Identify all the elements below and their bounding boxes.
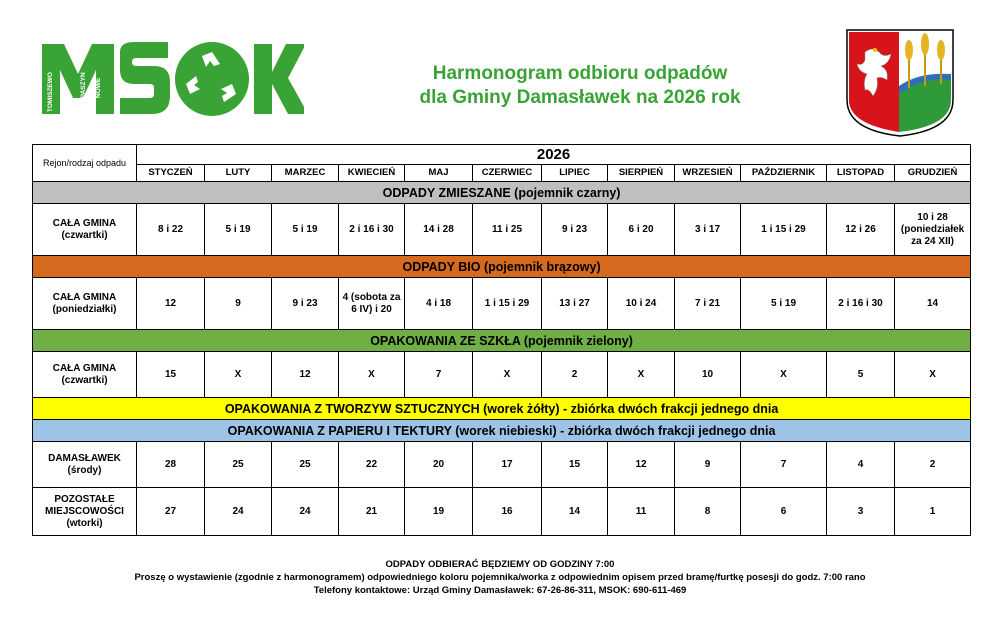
table-row	[33, 352, 971, 398]
date-cell: 10 i 24	[608, 278, 675, 330]
date-cell: 27	[137, 488, 205, 536]
date-cell: 9	[675, 442, 741, 488]
date-cell: X	[608, 352, 675, 398]
date-cell: 12	[608, 442, 675, 488]
date-cell: 14	[542, 488, 608, 536]
date-cell: X	[473, 352, 542, 398]
date-cell: 14	[895, 278, 971, 330]
section-bio-waste: ODPADY BIO (pojemnik brązowy)	[33, 256, 971, 278]
table-row	[33, 442, 971, 488]
date-cell: X	[895, 352, 971, 398]
corner-label: Rejon/rodzaj odpadu	[33, 145, 137, 182]
date-cell: 16	[473, 488, 542, 536]
month-header: MARZEC	[272, 165, 339, 182]
logo-vertical-kopaszyn: KOPASZYN	[80, 72, 87, 108]
date-cell: 2	[895, 442, 971, 488]
date-cell: 10	[675, 352, 741, 398]
section-glass: OPAKOWANIA ZE SZKŁA (pojemnik zielony)	[33, 330, 971, 352]
date-cell: 20	[405, 442, 473, 488]
date-cell: X	[339, 352, 405, 398]
date-cell: 25	[272, 442, 339, 488]
date-cell: 2 i 16 i 30	[827, 278, 895, 330]
table-row	[33, 204, 971, 256]
date-cell: X	[205, 352, 272, 398]
date-cell: 28	[137, 442, 205, 488]
date-cell: 8	[675, 488, 741, 536]
date-cell: 5 i 19	[272, 204, 339, 256]
month-header: CZERWIEC	[473, 165, 542, 182]
date-cell: 9 i 23	[272, 278, 339, 330]
month-header: KWIECIEŃ	[339, 165, 405, 182]
month-header: STYCZEŃ	[137, 165, 205, 182]
date-cell: 5 i 19	[205, 204, 272, 256]
row-label: CAŁA GMINA (poniedziałki)	[33, 278, 137, 330]
month-header: LUTY	[205, 165, 272, 182]
date-cell: 17	[473, 442, 542, 488]
date-cell: 4	[827, 442, 895, 488]
table-row	[33, 278, 971, 330]
date-cell: 15	[542, 442, 608, 488]
logo-vertical-nowe: NOWE	[95, 77, 102, 98]
date-cell: 22	[339, 442, 405, 488]
date-cell: 9	[205, 278, 272, 330]
section-mixed-waste: ODPADY ZMIESZANE (pojemnik czarny)	[33, 182, 971, 204]
date-cell: 11 i 25	[473, 204, 542, 256]
date-cell: 8 i 22	[137, 204, 205, 256]
date-cell: 3 i 17	[675, 204, 741, 256]
msok-logo	[42, 38, 304, 120]
title-line-1: Harmonogram odbioru odpadów	[432, 63, 728, 84]
date-cell: 7 i 21	[675, 278, 741, 330]
month-header: PAŹDZIERNIK	[741, 165, 827, 182]
schedule-table	[32, 144, 971, 536]
row-label: CAŁA GMINA (czwartki)	[33, 204, 137, 256]
month-header: GRUDZIEŃ	[895, 165, 971, 182]
date-cell: 3	[827, 488, 895, 536]
date-cell: 1 i 15 i 29	[473, 278, 542, 330]
title-line-2: dla Gminy Damasławek na 2026 rok	[419, 87, 741, 108]
date-cell: 12 i 26	[827, 204, 895, 256]
date-cell: 13 i 27	[542, 278, 608, 330]
footer-line-3: Telefony kontaktowe: Urząd Gminy Damasławek: 67-26-86-311, MSOK: 690-611-469	[313, 585, 687, 596]
date-cell: 25	[205, 442, 272, 488]
date-cell: 5	[827, 352, 895, 398]
table-row	[33, 488, 971, 536]
date-cell: 24	[205, 488, 272, 536]
page-title	[330, 62, 830, 110]
month-header: MAJ	[405, 165, 473, 182]
date-cell: 5 i 19	[741, 278, 827, 330]
section-plastic: OPAKOWANIA Z TWORZYW SZTUCZNYCH (worek żółty) - zbiórka dwóch frakcji jednego dnia	[33, 398, 971, 420]
section-paper: OPAKOWANIA Z PAPIERU I TEKTURY (worek niebieski) - zbiórka dwóch frakcji jednego dnia	[33, 420, 971, 442]
date-cell: 7	[405, 352, 473, 398]
month-header: WRZESIEŃ	[675, 165, 741, 182]
date-cell: 9 i 23	[542, 204, 608, 256]
footer-line-2: Proszę o wystawienie (zgodnie z harmonogramem) odpowiedniego koloru pojemnika/worka z odpowiednim opisem przed bramę/furtkę posesji do godz. 7:00 rano	[134, 572, 866, 583]
date-cell: 14 i 28	[405, 204, 473, 256]
coat-of-arms-icon	[845, 28, 955, 138]
date-cell: 11	[608, 488, 675, 536]
date-cell: X	[741, 352, 827, 398]
row-label: CAŁA GMINA (czwartki)	[33, 352, 137, 398]
row-label: DAMASŁAWEK (środy)	[33, 442, 137, 488]
date-cell: 7	[741, 442, 827, 488]
footer-notes	[0, 558, 1000, 597]
date-cell: 15	[137, 352, 205, 398]
date-cell: 1 i 15 i 29	[741, 204, 827, 256]
date-cell: 1	[895, 488, 971, 536]
date-cell: 4 i 18	[405, 278, 473, 330]
date-cell: 2	[542, 352, 608, 398]
date-cell: 6	[741, 488, 827, 536]
month-header: SIERPIEŃ	[608, 165, 675, 182]
month-header: LISTOPAD	[827, 165, 895, 182]
footer-line-1: ODPADY ODBIERAĆ BĘDZIEMY OD GODZINY 7:00	[385, 559, 615, 570]
logo-vertical-tomiszewo: TOMISZEWO	[47, 72, 54, 112]
date-cell: 19	[405, 488, 473, 536]
year-header: 2026	[137, 145, 971, 165]
date-cell: 12	[137, 278, 205, 330]
date-cell: 21	[339, 488, 405, 536]
date-cell: 10 i 28 (poniedziałek za 24 XII)	[895, 204, 971, 256]
date-cell: 6 i 20	[608, 204, 675, 256]
date-cell: 4 (sobota za 6 IV) i 20	[339, 278, 405, 330]
month-header: LIPIEC	[542, 165, 608, 182]
row-label: POZOSTAŁE MIEJSCOWOŚCI (wtorki)	[33, 488, 137, 536]
date-cell: 24	[272, 488, 339, 536]
date-cell: 12	[272, 352, 339, 398]
date-cell: 2 i 16 i 30	[339, 204, 405, 256]
